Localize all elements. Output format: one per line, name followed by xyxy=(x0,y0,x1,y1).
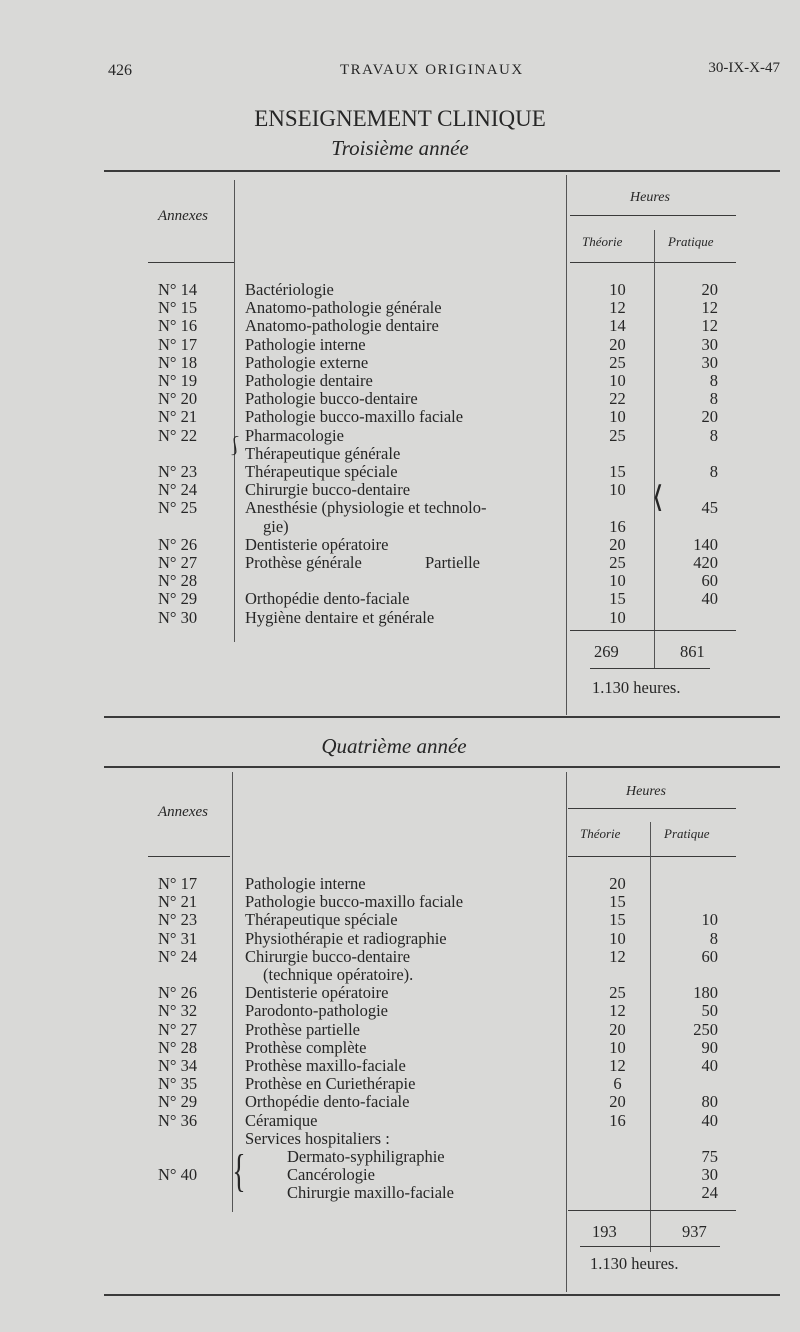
subject xyxy=(245,1056,565,1075)
subject xyxy=(245,1001,565,1020)
table-row xyxy=(0,535,800,554)
subject-label: Dermato-syphiligraphie xyxy=(287,1147,445,1166)
annexe-number: N° 31 xyxy=(158,928,198,948)
table-row xyxy=(0,444,800,463)
table-row xyxy=(0,965,800,984)
subject xyxy=(245,947,565,966)
subject xyxy=(245,929,565,948)
table-row xyxy=(0,1111,800,1130)
subject xyxy=(245,353,565,372)
subject-sub-label: Partielle xyxy=(425,553,480,572)
theorie-hours: 10 xyxy=(609,280,626,299)
pratique-hours: 8 xyxy=(709,928,718,948)
subject xyxy=(245,407,565,426)
table-row xyxy=(0,389,800,408)
fourth-total-theorie: 193 xyxy=(592,1222,617,1241)
theorie-hours: 16 xyxy=(609,516,626,536)
theorie-hours: 25 xyxy=(609,352,626,372)
pratique-hours: 140 xyxy=(693,534,718,554)
col-pratique: Pratique xyxy=(664,826,710,841)
col-annexes: Annexes xyxy=(158,804,208,820)
subject-label: Thérapeutique générale xyxy=(245,443,401,463)
subject xyxy=(245,280,565,299)
theorie-hours: 12 xyxy=(609,1056,626,1075)
subject-label: Chirurgie bucco-dentaire xyxy=(245,480,411,500)
annexe-number: N° 27 xyxy=(158,553,198,572)
pratique-hours: 45 xyxy=(701,498,718,518)
subject xyxy=(245,462,565,481)
theorie-hours: 20 xyxy=(609,874,626,893)
subject-label: Parodonto-pathologie xyxy=(245,1001,388,1021)
subject-label: Thérapeutique spéciale xyxy=(245,910,398,930)
brace: { xyxy=(232,1145,246,1196)
section-rule xyxy=(104,716,780,718)
annexe-number: N° 27 xyxy=(158,1019,198,1039)
table-row xyxy=(0,929,800,948)
theorie-hours: 20 xyxy=(609,534,626,554)
top-rule xyxy=(104,170,780,172)
theorie-hours: 12 xyxy=(609,1001,626,1021)
subject xyxy=(245,608,565,627)
pratique-hours: 12 xyxy=(701,298,718,318)
subject xyxy=(245,1074,565,1093)
table-row xyxy=(0,892,800,911)
annexe-number: N° 22 xyxy=(158,425,198,445)
annexe-number: N° 29 xyxy=(158,589,198,609)
subject xyxy=(245,983,565,1002)
theorie-hours: 6 xyxy=(613,1074,622,1094)
page-code: 30-IX-X-47 xyxy=(708,60,780,76)
subject-label: Cancérologie xyxy=(287,1165,375,1185)
subject xyxy=(245,910,565,929)
subject xyxy=(245,389,565,408)
subject xyxy=(245,1165,607,1184)
pratique-hours: 30 xyxy=(701,1165,718,1185)
subject xyxy=(245,1092,565,1111)
subject xyxy=(245,426,565,445)
theorie-hours: 10 xyxy=(609,571,626,591)
table-row xyxy=(0,608,800,627)
pratique-hours: 75 xyxy=(701,1147,718,1166)
pratique-hours: 60 xyxy=(701,571,718,591)
subject-label: Orthopédie dento-faciale xyxy=(245,589,410,609)
fourth-grand-total: 1.130 heures. xyxy=(590,1254,679,1273)
running-title: TRAVAUX ORIGINAUX xyxy=(340,62,524,78)
theorie-hours: 20 xyxy=(609,334,626,354)
theorie-hours: 20 xyxy=(609,1092,626,1112)
annexe-number: N° 19 xyxy=(158,371,198,390)
third-total-theorie: 269 xyxy=(594,642,619,661)
subject-label: Chirurgie bucco-dentaire xyxy=(245,946,411,966)
annexe-number: N° 14 xyxy=(158,280,198,299)
subject-label: Services hospitaliers : xyxy=(245,1128,390,1148)
subject xyxy=(245,498,565,517)
col-theorie: Théorie xyxy=(582,234,623,249)
rule xyxy=(568,1210,736,1211)
brace: ⎰ xyxy=(226,436,244,456)
rule xyxy=(570,215,736,216)
table-row xyxy=(0,517,800,536)
table-row xyxy=(0,910,800,929)
annexe-number: N° 17 xyxy=(158,334,198,354)
subject-label: Prothèse maxillo-faciale xyxy=(245,1056,406,1075)
subject-label: Céramique xyxy=(245,1110,318,1130)
table-row xyxy=(0,316,800,335)
pratique-hours: 420 xyxy=(693,553,718,572)
table-row xyxy=(0,280,800,299)
pratique-hours: 250 xyxy=(693,1019,718,1039)
pratique-hours: 50 xyxy=(701,1001,718,1021)
subject xyxy=(245,1020,565,1039)
subject xyxy=(245,553,565,572)
table-row xyxy=(0,1038,800,1057)
subject-label: Anatomo-pathologie générale xyxy=(245,298,442,318)
rule xyxy=(568,856,736,857)
annexe-number: N° 24 xyxy=(158,480,198,500)
annexe-number: N° 35 xyxy=(158,1074,198,1094)
annexe-number: N° 21 xyxy=(158,892,198,912)
subject-label: Pathologie bucco-maxillo faciale xyxy=(245,407,464,427)
annexe-number: N° 16 xyxy=(158,316,198,336)
pratique-hours: 8 xyxy=(709,425,718,445)
theorie-hours: 20 xyxy=(609,1019,626,1039)
rule xyxy=(590,668,710,669)
pratique-hours: 40 xyxy=(701,1056,718,1075)
theorie-hours: 15 xyxy=(609,462,626,481)
table-row xyxy=(0,1001,800,1020)
table-row xyxy=(0,1129,800,1148)
pratique-hours: 40 xyxy=(701,589,718,609)
theorie-hours: 10 xyxy=(609,480,626,500)
subject xyxy=(245,298,565,317)
theorie-hours: 25 xyxy=(609,983,626,1003)
table-row xyxy=(0,480,800,499)
annexe-number: N° 29 xyxy=(158,1092,198,1112)
theorie-hours: 10 xyxy=(609,407,626,427)
pratique-hours: 20 xyxy=(701,280,718,299)
subject-label: Anesthésie (physiologie et technolo- xyxy=(245,498,487,518)
pratique-hours: 80 xyxy=(701,1092,718,1112)
subject xyxy=(245,589,565,608)
subject-label: Anatomo-pathologie dentaire xyxy=(245,316,439,336)
rule xyxy=(580,1246,720,1247)
fourth-year-subtitle: Quatrième année xyxy=(321,734,467,758)
annexe-number: N° 30 xyxy=(158,607,198,627)
theorie-hours: 12 xyxy=(609,298,626,318)
pratique-hours: 40 xyxy=(701,1110,718,1130)
table-row xyxy=(0,571,800,590)
pratique-hours: 30 xyxy=(701,352,718,372)
subject xyxy=(245,1111,565,1130)
table-row xyxy=(0,589,800,608)
annexe-number: N° 36 xyxy=(158,1110,198,1130)
pratique-hours: 12 xyxy=(701,316,718,336)
rule xyxy=(104,766,780,768)
theorie-hours: 10 xyxy=(609,1037,626,1057)
annexe-number: N° 32 xyxy=(158,1001,198,1021)
table-row xyxy=(0,298,800,317)
subject xyxy=(245,892,565,911)
table-row xyxy=(0,462,800,481)
annexe-number: N° 26 xyxy=(158,534,198,554)
subject-label: Thérapeutique spéciale xyxy=(245,462,398,481)
subject xyxy=(245,316,565,335)
subject xyxy=(245,874,565,893)
pratique-hours: 30 xyxy=(701,334,718,354)
subject-label: Prothèse générale xyxy=(245,553,362,572)
subject-label: Prothèse en Curiethérapie xyxy=(245,1074,416,1094)
annexe-number: N° 28 xyxy=(158,1037,198,1057)
pratique-hours: 8 xyxy=(709,462,718,481)
subject-label: Hygiène dentaire et générale xyxy=(245,607,435,627)
col-annexes: Annexes xyxy=(158,208,208,224)
table-row xyxy=(0,1074,800,1093)
theorie-hours: 15 xyxy=(609,892,626,912)
rule xyxy=(568,808,736,809)
table-row xyxy=(0,426,800,445)
subject-label: Pharmacologie xyxy=(245,425,344,445)
page-title: ENSEIGNEMENT CLINIQUE xyxy=(254,106,546,131)
third-year-subtitle: Troisième année xyxy=(331,136,469,160)
rule xyxy=(148,856,230,857)
table-row xyxy=(0,353,800,372)
pratique-hours: 10 xyxy=(701,910,718,930)
subject-label: Dentisterie opératoire xyxy=(245,534,389,554)
subject-label: Dentisterie opératoire xyxy=(245,983,389,1003)
table-row xyxy=(0,371,800,390)
pratique-hours: 8 xyxy=(709,389,718,409)
theorie-hours: 15 xyxy=(609,910,626,930)
table-row xyxy=(0,1147,800,1166)
subject xyxy=(245,1183,607,1202)
pratique-hours: 180 xyxy=(693,983,718,1003)
col-pratique: Pratique xyxy=(668,234,714,249)
table-row xyxy=(0,983,800,1002)
subject xyxy=(245,1129,565,1148)
subject-label: Pathologie externe xyxy=(245,352,369,372)
annexe-number: N° 40 xyxy=(158,1165,198,1185)
table-row xyxy=(0,1165,800,1184)
pratique-hours: 90 xyxy=(701,1037,718,1057)
third-total-pratique: 861 xyxy=(680,642,705,661)
annexe-number: N° 21 xyxy=(158,407,198,427)
table-row xyxy=(0,1056,800,1075)
annexe-number: N° 23 xyxy=(158,462,198,481)
subject-label: Prothèse partielle xyxy=(245,1019,361,1039)
col-heures: Heures xyxy=(626,784,666,799)
theorie-hours: 25 xyxy=(609,553,626,572)
table-row xyxy=(0,1183,800,1202)
theorie-hours: 10 xyxy=(609,607,626,627)
brace: ⟨ xyxy=(652,481,664,514)
subject xyxy=(245,480,565,499)
third-grand-total: 1.130 heures. xyxy=(592,678,681,697)
bottom-rule xyxy=(104,1294,780,1296)
table-row xyxy=(0,553,800,572)
rule xyxy=(570,262,736,263)
subject xyxy=(245,517,583,536)
col-theorie: Théorie xyxy=(580,826,621,841)
subject-label: Pathologie dentaire xyxy=(245,371,373,390)
subject-label: Pathologie interne xyxy=(245,334,366,354)
annexe-number: N° 34 xyxy=(158,1056,198,1075)
subject-label: Chirurgie maxillo-faciale xyxy=(287,1183,454,1203)
theorie-hours: 16 xyxy=(609,1110,626,1130)
theorie-hours: 22 xyxy=(609,389,626,409)
subject-label: Prothèse complète xyxy=(245,1037,367,1057)
pratique-hours: 24 xyxy=(701,1183,718,1203)
pratique-hours: 60 xyxy=(701,946,718,966)
page-number: 426 xyxy=(108,62,132,79)
subject-label: Physiothérapie et radiographie xyxy=(245,928,447,948)
subject-label: Pathologie bucco-maxillo faciale xyxy=(245,892,464,912)
theorie-hours: 12 xyxy=(609,946,626,966)
subject xyxy=(245,444,565,463)
rule xyxy=(148,262,234,263)
rule xyxy=(570,630,736,631)
subject-label: Bactériologie xyxy=(245,280,334,299)
table-row xyxy=(0,1092,800,1111)
subject-label: Pathologie bucco-dentaire xyxy=(245,389,418,409)
subject xyxy=(245,1038,565,1057)
table-row xyxy=(0,874,800,893)
subject-label: Pathologie interne xyxy=(245,874,366,893)
annexe-number: N° 23 xyxy=(158,910,198,930)
table-row xyxy=(0,498,800,517)
pratique-hours: 20 xyxy=(701,407,718,427)
subject xyxy=(245,335,565,354)
annexe-number: N° 20 xyxy=(158,389,198,409)
annexe-number: N° 26 xyxy=(158,983,198,1003)
subject-label: gie) xyxy=(263,516,289,536)
annexe-number: N° 18 xyxy=(158,352,198,372)
annexe-number: N° 17 xyxy=(158,874,198,893)
table-row xyxy=(0,1020,800,1039)
theorie-hours: 10 xyxy=(609,928,626,948)
subject-label: Orthopédie dento-faciale xyxy=(245,1092,410,1112)
annexe-number: N° 28 xyxy=(158,571,198,591)
col-heures: Heures xyxy=(630,190,670,205)
fourth-total-pratique: 937 xyxy=(682,1222,707,1241)
theorie-hours: 14 xyxy=(609,316,626,336)
annexe-number: N° 25 xyxy=(158,498,198,518)
subject xyxy=(245,535,565,554)
subject xyxy=(245,1147,607,1166)
annexe-number: N° 24 xyxy=(158,946,198,966)
annexe-number: N° 15 xyxy=(158,298,198,318)
table-row xyxy=(0,947,800,966)
pratique-hours: 8 xyxy=(709,371,718,390)
subject-label: (technique opératoire). xyxy=(263,965,414,984)
subject xyxy=(245,371,565,390)
subject xyxy=(245,965,583,984)
table-row xyxy=(0,407,800,426)
theorie-hours: 10 xyxy=(609,371,626,390)
theorie-hours: 15 xyxy=(609,589,626,609)
theorie-hours: 25 xyxy=(609,425,626,445)
table-row xyxy=(0,335,800,354)
